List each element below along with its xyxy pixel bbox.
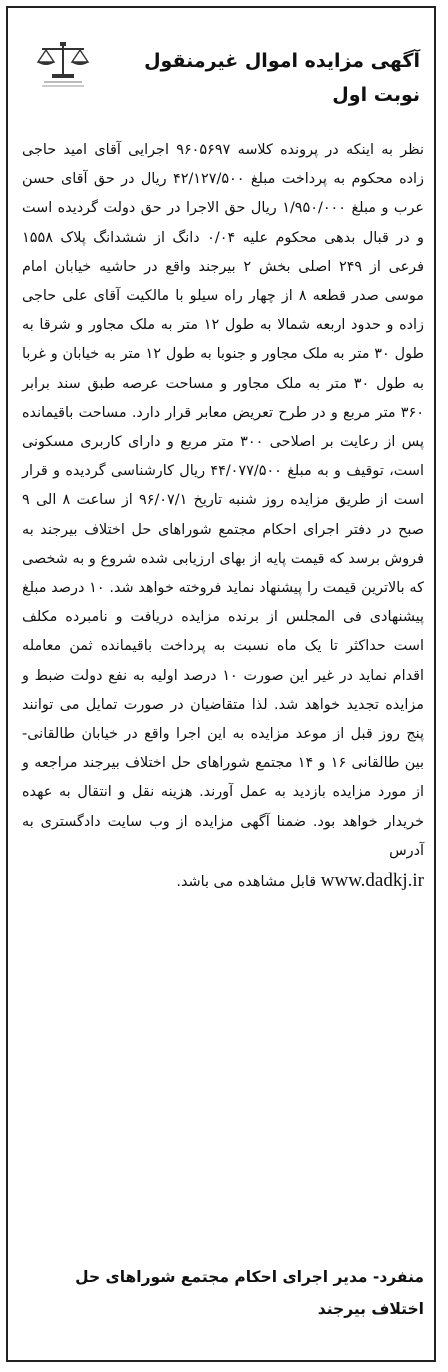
title-line-1: آگهی مزایده اموال غیرمنقول	[144, 50, 420, 72]
body-tail: قابل مشاهده می باشد.	[176, 874, 321, 891]
signature-block	[22, 1261, 424, 1325]
notice-paragraph	[22, 136, 424, 897]
website-url: www.dadkj.ir	[320, 870, 424, 892]
signature-line-2: اختلاف بیرجند	[317, 1300, 424, 1318]
body-text: نظر به اینکه در پرونده کلاسه ۹۶۰۵۶۹۷ اجرایی آقای امید حاجی زاده محکوم به پرداخت مبلغ ۴۲/۱۲۷/۵۰۰ ریال در حق آقای حسن عرب و مبلغ ۱/۹۵۰/۰۰۰ ریال حق الاجرا در حق دولت گردیده است و در قبال بدهی محکوم علیه ۰/۰۴ دانگ از ششدانگ پلاک ۱۵۵۸ فرعی از ۲۴۹ اصلی بخش ۲ بیرجند واقع در حاشیه خیابان امام موسی صدر قطعه ۸ از چهار راه سیلو با مالکیت آقای علی حاجی زاده و حدود اربعه شمالا به طول ۱۲ متر به ملک مجاور و شرقا به طول ۳۰ متر به ملک مجاور و جنوبا به طول ۱۲ متر به خیابان و غربا به طول ۳۰ متر به ملک مجاور و مساحت عرصه طبق سند برابر ۳۶۰ متر مربع و در طرح تعریض معابر قرار دارد. مساحت باقیمانده پس از رعایت بر اصلاحی ۳۰۰ متر مربع و دارای کاربری مسکونی است، توقیف و به مبلغ ۴۴/۰۷۷/۵۰۰ ریال کارشناسی گردیده و قرار است از طریق مزایده روز شنبه تاریخ ۹۶/۰۷/۱ از ساعت ۸ الی ۹ صبح در دفتر اجرای احکام مجتمع شوراهای حل اختلاف بیرجند به فروش برسد که قیمت پایه از بهای ارزیابی شده شروع و به شخصی که بالاترین قیمت را پیشنهاد نماید فروخته خواهد شد. ۱۰ درصد مبلغ پیشنهادی فی المجلس از برنده مزایده دریافت و نامبرده مکلف است حداکثر تا یک ماه نسبت به پرداخت باقیمانده ثمن معامله اقدام نماید در غیر این صورت ۱۰ درصد اولیه به نفع دولت ضبط و مزایده تجدید خواهد شد. لذا متقاضیان در صورت تمایل می توانند پنج روز قبل از موعد مزایده به این اجرا واقع در خیابان طالقانی- بین طالقانی ۱۶ و ۱۴ مجتمع شوراهای حل اختلاف بیرجند مراجعه و از مورد مزایده بازدید به عمل آورند. هزینه نقل و انتقال به عهده خریدار خواهد بود. ضمنا آگهی مزایده از وب سایت دادگستری به آدرس	[22, 142, 425, 859]
notice-header	[8, 8, 434, 106]
title-line-2: نوبت اول	[332, 84, 420, 106]
notice-frame	[6, 6, 436, 1362]
signature-line-1: منفرد- مدیر اجرای احکام مجتمع شوراهای حل	[75, 1268, 424, 1286]
notice-body	[22, 136, 424, 897]
notice-title	[120, 44, 420, 112]
scales-of-justice-emblem-icon	[24, 36, 102, 92]
